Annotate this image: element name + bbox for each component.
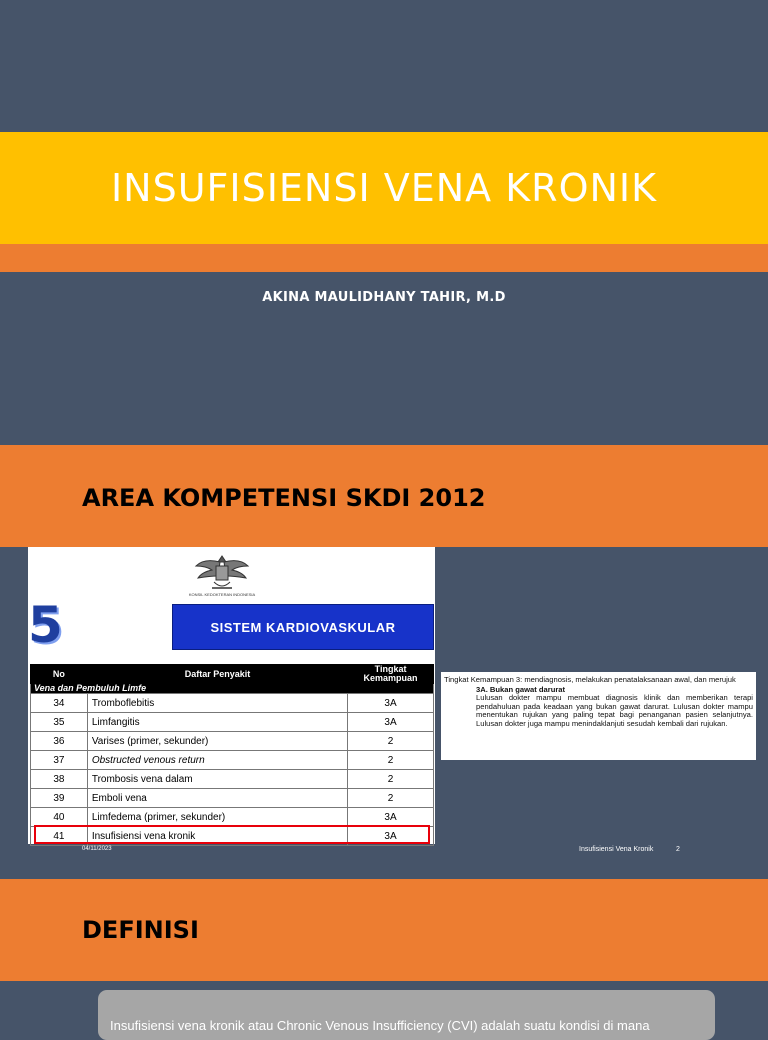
row-disease: Tromboflebitis: [87, 694, 347, 713]
table-header-row: [31, 665, 434, 684]
row-disease: Obstructed venous return: [87, 751, 347, 770]
row-level: 3A: [348, 694, 434, 713]
competency-note: [441, 672, 756, 760]
footer-date: 04/11/2023: [82, 846, 112, 852]
emblem-caption: KONSIL KEDOKTERAN INDONESIA: [188, 592, 256, 597]
note-subheading: 3A. Bukan gawat darurat: [476, 684, 566, 694]
row-no: 38: [31, 770, 88, 789]
row-level: 3A: [348, 827, 434, 846]
row-highlight-box: [34, 825, 430, 844]
row-disease: Limfedema (primer, sekunder): [87, 808, 347, 827]
author-name: AKINA MAULIDHANY TAHIR, M.D: [262, 290, 506, 305]
row-disease: Emboli vena: [87, 789, 347, 808]
table-row: [31, 694, 434, 713]
table-row: [31, 808, 434, 827]
row-disease: Trombosis vena dalam: [87, 770, 347, 789]
row-no: 34: [31, 694, 88, 713]
slide-title: INSUFISIENSI VENA KRONIK: [110, 166, 658, 210]
row-no: 35: [31, 713, 88, 732]
row-no: 37: [31, 751, 88, 770]
table-row: [31, 732, 434, 751]
footer-page-number: 2: [676, 846, 680, 853]
garuda-emblem-icon: [190, 550, 254, 594]
slide-2-title: AREA KOMPETENSI SKDI 2012: [82, 484, 486, 512]
row-level: 3A: [348, 808, 434, 827]
row-level: 2: [348, 732, 434, 751]
note-body: Lulusan dokter mampu membuat diagnosis klinik dan memberikan terapi pendahuluan pada keadaan yang bukan gawat darurat. Lulusan dokter mampu menentukan rujukan yang paling tepat bagi penanganan pasien selanjutnya. Lulusan dokter juga mampu menindaklanjuti sesudah kembali dari rujukan.: [476, 693, 753, 728]
row-no: 41: [31, 827, 88, 846]
row-disease: Varises (primer, sekunder): [87, 732, 347, 751]
system-title: SISTEM KARDIOVASKULAR: [210, 619, 396, 635]
row-level: 2: [348, 751, 434, 770]
table-row: [31, 770, 434, 789]
group-label: Vena dan Pembuluh Limfe: [31, 684, 434, 694]
header-level: Tingkat Kemampuan: [348, 665, 434, 684]
table-row: [31, 789, 434, 808]
row-level: 2: [348, 789, 434, 808]
slide-3-title: DEFINISI: [82, 916, 199, 944]
row-no: 40: [31, 808, 88, 827]
row-level: 2: [348, 770, 434, 789]
section-number: 5: [28, 596, 63, 654]
disease-table: [30, 664, 434, 846]
table-row: [31, 713, 434, 732]
table-group-row: [31, 684, 434, 694]
footer-title: Insufisiensi Vena Kronik: [579, 846, 654, 853]
header-disease: Daftar Penyakit: [87, 665, 347, 684]
row-no: 39: [31, 789, 88, 808]
row-disease: Insufisiensi vena kronik: [87, 827, 347, 846]
definition-text: Insufisiensi vena kronik atau Chronic Venous Insufficiency (CVI) adalah suatu kondisi di mana: [110, 1018, 650, 1033]
header-no: No: [31, 665, 88, 684]
table-row: [31, 751, 434, 770]
title-accent-strip: [0, 244, 768, 272]
row-disease: Limfangitis: [87, 713, 347, 732]
row-level: 3A: [348, 713, 434, 732]
note-heading: Tingkat Kemampuan 3: mendiagnosis, melakukan penatalaksanaan awal, dan merujuk: [444, 675, 736, 684]
row-no: 36: [31, 732, 88, 751]
